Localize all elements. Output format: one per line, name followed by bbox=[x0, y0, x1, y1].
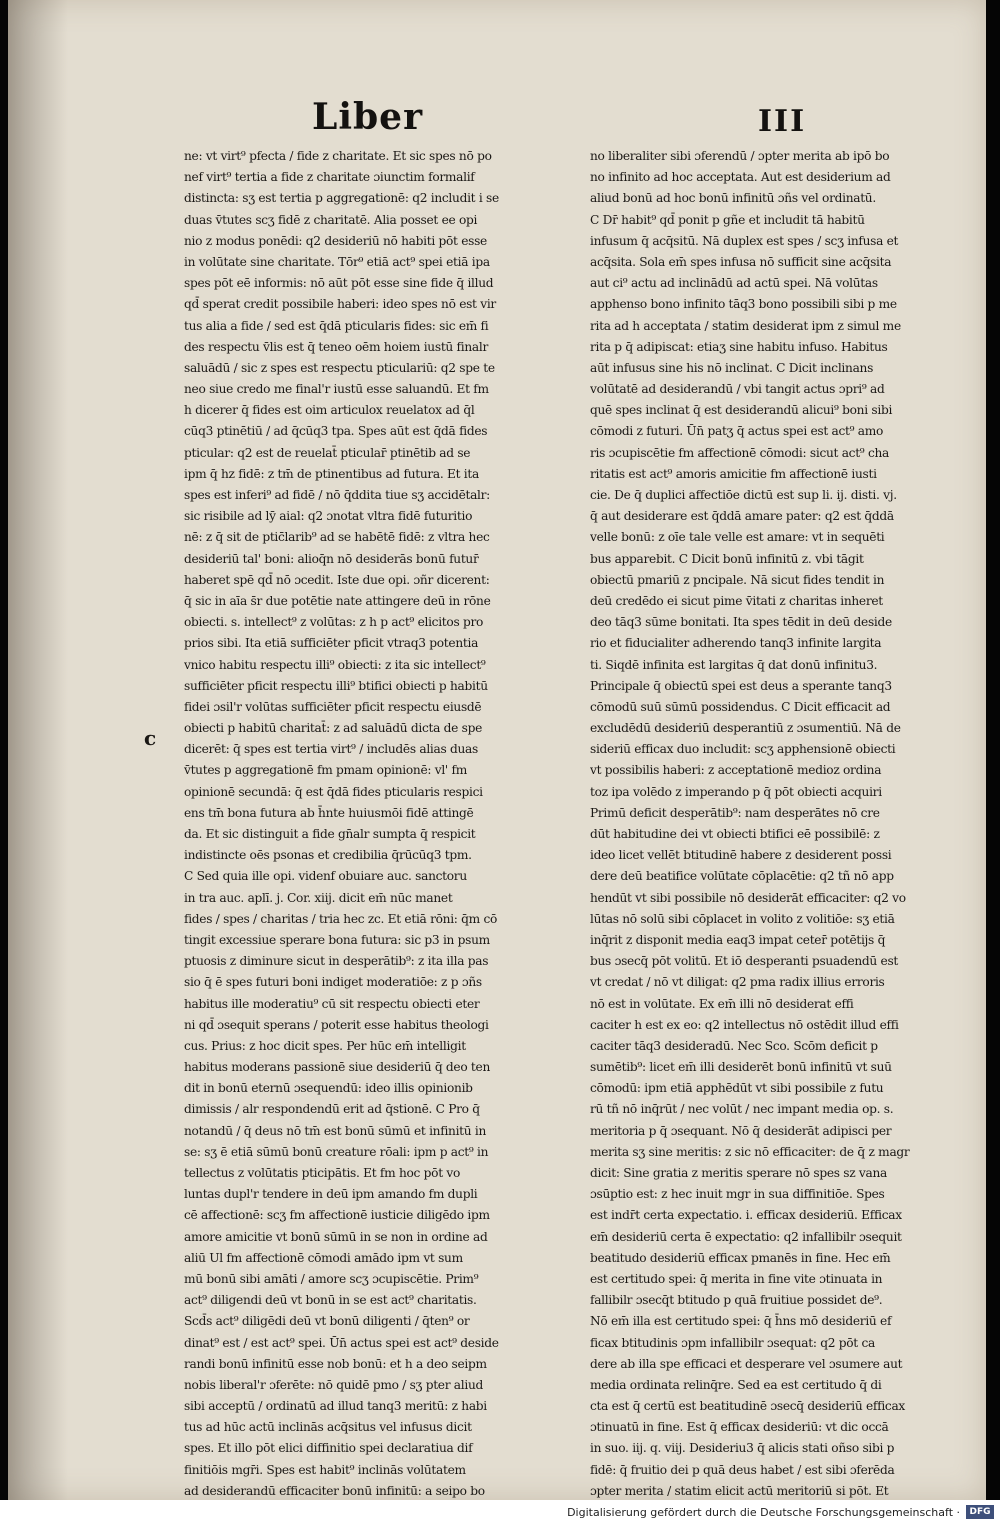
text-line: spes est inferi⁹ ad fidē / nō q̄ddita tiue sʒ accidētalr: bbox=[184, 488, 490, 502]
text-line: nef virt⁹ tertia a fide z charitate ɔiunctim formalif bbox=[184, 170, 475, 185]
text-line: randi bonū infinitū esse nob bonū: et h a deo seipm bbox=[184, 1356, 487, 1371]
text-line: C Dr̄ habit⁹ qd̄ ponit p gñe et includit tā habitū bbox=[590, 212, 865, 227]
text-line: aliū Ul fm affectionē cōmodi amādo ipm vt sum bbox=[184, 1250, 463, 1265]
text-line: nō est in volūtate. Ex em̄ illi nō desiderat effi bbox=[590, 996, 854, 1011]
text-line: habitus ille moderatiu⁹ cū sit respectu obiecti eter bbox=[184, 996, 480, 1011]
text-line: Primū deficit desperātib⁹: nam desperātes nō cre bbox=[590, 805, 880, 820]
text-line: dit in bonū eternū ɔsequendū: ideo illis opinionib bbox=[184, 1081, 473, 1096]
text-line: da. Et sic distinguit a fide gn̄alr sumpta q̄ respicit bbox=[184, 827, 476, 841]
text-line: tus alia a fide / sed est q̄dā pticularis fides: sic em̄ fi bbox=[184, 318, 489, 333]
text-line: Principale q̄ obiectū spei est deus a sperante tanq3 bbox=[590, 678, 892, 693]
text-line: apphenso bono infinito tāq3 bono possibili sibi p me bbox=[590, 297, 897, 312]
text-line: vt credat / nō vt diligat: q2 pma radix illius erroris bbox=[590, 975, 885, 990]
text-line: prios sibi. Ita etiā sufficiēter pficit vtraq3 potentia bbox=[184, 636, 479, 651]
text-line: in tra auc. aplī. j. Cor. xiij. dicit em̄ nūc manet bbox=[184, 890, 453, 905]
text-line: amore amicitie vt bonū sūmū in se non in ordine ad bbox=[184, 1229, 488, 1244]
text-line: cus. Prius: z hoc dicit spes. Per hūc em̄ intelligit bbox=[184, 1038, 466, 1053]
text-line: vt possibilis haberi: z acceptationē medioz ordina bbox=[590, 763, 882, 778]
text-line: ɔpter merita / statim elicit actū meritoriū si pōt. Et bbox=[590, 1483, 889, 1498]
text-line: sumētib⁹: licet em̄ illi desiderēt bonū infinitū vt suū bbox=[590, 1060, 892, 1075]
text-line: rita p q̄ adipiscat: etiaʒ sine habitu infuso. Habitus bbox=[590, 339, 888, 354]
text-line: act⁹ diligendi deū vt bonū in se est act⁹ charitatis. bbox=[184, 1293, 477, 1308]
text-line: pticular: q2 est de reuelat̄ pticular̄ ptinētib ad se bbox=[184, 445, 471, 460]
text-line: volūtatē ad desiderandū / vbi tangit actus ɔpri⁹ ad bbox=[590, 382, 885, 397]
text-line: dere ab illa spe efficaci et desperare vel ɔsumere aut bbox=[590, 1356, 903, 1371]
text-line: cūq3 ptinētiū / ad q̄cūq3 tpa. Spes aūt est q̄dā fides bbox=[184, 424, 488, 439]
text-line: ris ɔcupiscētie fm affectionē cōmodi: sicut act⁹ cha bbox=[590, 445, 889, 460]
text-line: fallibilr ɔsecq̄t btitudo p quā fruitiue possidet de⁹. bbox=[590, 1293, 883, 1308]
text-line: cōmodū suū sūmū possidendus. C Dicit efficacit ad bbox=[590, 699, 891, 714]
text-line: fidē: q̄ fruitio dei p quā deus habet / est sibi ɔferēda bbox=[590, 1462, 895, 1477]
text-line: sic risibile ad lȳ aial: q2 ɔnotat vltra fidē futuritio bbox=[184, 509, 473, 524]
text-line: fidei ɔsil'r volūtas sufficiēter pficit respectu eiusdē bbox=[184, 699, 482, 714]
text-line: indistincte oēs psonas et credibilia q̄rūcūq3 tpm. bbox=[184, 848, 472, 863]
text-line: sio q̄ ē spes futuri boni indiget moderatiōe: z p ɔñs bbox=[184, 975, 482, 990]
dfg-logo: DFG bbox=[966, 1505, 994, 1519]
text-line: obiectū pmariū z pncipale. Nā sicut fides tendit in bbox=[590, 572, 885, 587]
text-line: no liberaliter sibi ɔferendū / ɔpter merita ab ipō bo bbox=[590, 149, 890, 163]
text-line: excludēdū desideriū desperantiū z ɔsumentiū. Nā de bbox=[590, 721, 901, 736]
text-line: caciter tāq3 desideradū. Nec Sco. Scōm deficit p bbox=[590, 1038, 878, 1053]
text-line: neo siue credo me final'r iustū esse saluandū. Et fm bbox=[184, 382, 489, 397]
text-line: in suo. iij. q. viij. Desideriu3 q̄ alicis stati oñso sibi p bbox=[590, 1441, 895, 1456]
text-line: aliud bonū ad hoc bonū infinitū ɔñs vel ordinatū. bbox=[590, 191, 876, 206]
text-line: rio et fiducialiter adherendo tanq3 infinite largita bbox=[590, 636, 882, 651]
text-line: ad desiderandū efficaciter bonū infinitū: a seipo bo bbox=[184, 1483, 485, 1498]
text-line: tus ad hūc actū inclinās acq̄situs vel infusus dicit bbox=[184, 1420, 472, 1435]
text-line: dimissis / alr respondendū erit ad q̄stionē. C Pro q̄ bbox=[184, 1102, 480, 1117]
text-line: duas v̄tutes scʒ fidē z charitatē. Alia posset ee opi bbox=[184, 212, 478, 227]
text-line: q̄ sic in aīa s̄r due potētie nate attingere deū in rōne bbox=[184, 593, 491, 608]
text-line: fides / spes / charitas / tria hec zc. Et etiā rōni: q̄m cō bbox=[184, 911, 498, 926]
text-line: ɔtinuatū in fine. Est q̄ efficax desideriū: vt dic occā bbox=[590, 1420, 889, 1435]
text-line: bus ɔsecq̄ pōt volitū. Et iō desperanti psuadendū est bbox=[590, 954, 898, 969]
text-line: deū credēdo ei sicut pime v̄itati z charitas inheret bbox=[590, 593, 883, 608]
text-line: bus apparebit. C Dicit bonū infinitū z. vbi tāgit bbox=[590, 551, 864, 566]
text-line: desideriū tal' boni: alioq̄n nō desiderās bonū futur̄ bbox=[184, 551, 479, 566]
text-line: sideriū efficax duo includit: scʒ apphensionē obiecti bbox=[590, 742, 896, 757]
text-line: ficax btitudinis ɔpm infallibilr ɔsequat: q2 pōt ca bbox=[590, 1335, 875, 1350]
text-line: cta est q̄ certū est beatitudinē ɔsecq̄ desideriū efficax bbox=[590, 1399, 905, 1414]
text-line: Scd̄s act⁹ diligēdi deū vt bonū diligenti / q̄ten⁹ or bbox=[184, 1314, 470, 1329]
text-line: beatitudo desideriū efficax pmanēs in fine. Hec em̄ bbox=[590, 1250, 891, 1265]
text-line: dinat⁹ est / est act⁹ spei. Ūn̄ actus spei est act⁹ deside bbox=[184, 1335, 499, 1350]
text-line: mū bonū sibi amāti / amore scʒ ɔcupiscētie. Prim⁹ bbox=[184, 1271, 479, 1286]
text-line: nio z modus ponēdi: q2 desideriū nō habiti pōt esse bbox=[184, 233, 487, 248]
text-line: caciter h est ex eo: q2 intellectus nō ostēdit illud effi bbox=[590, 1017, 899, 1032]
text-line: nobis liberal'r ɔferēte: nō quidē pmo / sʒ pter aliud bbox=[184, 1377, 484, 1392]
text-line: dicerēt: q̄ spes est tertia virt⁹ / includēs alias duas bbox=[184, 742, 478, 757]
text-line: haberet spē qd̄ nō ɔcedit. Iste due opi. ɔñr dicerent: bbox=[184, 572, 490, 587]
text-line: em̄ desideriū certa ē expectatio: q2 infallibilr ɔsequit bbox=[590, 1229, 902, 1244]
text-line: aut ci⁹ actu ad inclinādū ad actū spei. Nā volūtas bbox=[590, 276, 878, 291]
text-line: ti. Siqdē infinita est largitas q̄ dat donū infinitu3. bbox=[590, 657, 878, 672]
text-line: sufficiēter pficit respectu illi⁹ btifici obiecti p habitū bbox=[184, 678, 488, 693]
text-line: aūt infusus sine his nō inclinat. C Dicit inclinans bbox=[590, 360, 874, 375]
text-line: cie. De q̄ duplici affectiōe dictū est sup li. ij. disti. vj. bbox=[590, 488, 897, 502]
text-line: ideo licet vellēt btitudinē habere z desiderent possi bbox=[590, 848, 892, 863]
text-line: merita sʒ sine meritis: z sic nō efficaciter: de q̄ z magr bbox=[590, 1144, 910, 1159]
right-text-column bbox=[590, 146, 952, 1502]
text-line: finitiōis mgr̄i. Spes est habit⁹ inclinās volūtatem bbox=[184, 1462, 466, 1477]
text-line: toz ipa volēdo z imperando p q̄ pōt obiecti acquiri bbox=[590, 784, 882, 799]
text-line: luntas dupl'r tendere in deū ipm amando fm dupli bbox=[184, 1187, 478, 1202]
text-line: meritoria p q̄ ɔsequant. Nō q̄ desiderāt adipisci per bbox=[590, 1123, 892, 1138]
text-line: rū tñ nō inq̄rūt / nec volūt / nec impant media op. s. bbox=[590, 1102, 894, 1117]
text-line: Nō em̄ illa est certitudo spei: q̄ h̄ns mō desideriū ef bbox=[590, 1314, 892, 1329]
left-text-column bbox=[184, 146, 560, 1502]
text-line: se: sʒ ē etiā sūmū bonū creature rōali: ipm p act⁹ in bbox=[184, 1144, 489, 1159]
text-line: deo tāq3 sūme bonitati. Ita spes tēdit in deū deside bbox=[590, 615, 892, 630]
text-line: spes pōt eē informis: nō aūt pōt esse sine fide q̄ illud bbox=[184, 276, 494, 291]
text-line: saluādū / sic z spes est respectu pticulariū: q2 spe te bbox=[184, 360, 495, 375]
text-line: est indr̄t certa expectatio. i. efficax desideriū. Efficax bbox=[590, 1208, 902, 1223]
text-line: ne: vt virt⁹ pfecta / fide z charitate. Et sic spes nō po bbox=[184, 149, 492, 163]
text-line: obiecti p habitū charitat̄: z ad saluādū dicta de spe bbox=[184, 721, 482, 736]
text-line: h dicerer q̄ fides est oim articulox reuelatox ad q̄l bbox=[184, 403, 475, 418]
text-line: infusum q̄ acq̄sitū. Nā duplex est spes / scʒ infusa et bbox=[590, 233, 899, 248]
text-line: cōmodi z futuri. Ūn̄ patʒ q̄ actus spei est act⁹ amo bbox=[590, 424, 884, 439]
text-line: in volūtate sine charitate. Tōr⁹ etiā act⁹ spei etiā ipa bbox=[184, 254, 490, 269]
text-line: dere deū beatifice volūtate cōplacētie: q2 tñ nō app bbox=[590, 869, 894, 884]
text-line: tingit excessiue sperare bona futura: sic p3 in psum bbox=[184, 932, 490, 947]
text-line: inq̄rit z disponit media eaq3 impat ceter̄ potētijs q̄ bbox=[590, 932, 886, 947]
text-line: ɔsūptio est: z hec inuit mgr in sua diffinitiōe. Spes bbox=[590, 1187, 885, 1202]
text-line: media ordinata relinq̄re. Sed ea est certitudo q̄ di bbox=[590, 1377, 882, 1392]
text-line: sibi acceptū / ordinatū ad illud tanq3 meritū: z habi bbox=[184, 1399, 487, 1414]
text-line: vnico habitu respectu illi⁹ obiecti: z ita sic intellect⁹ bbox=[184, 657, 486, 672]
text-line: cōmodū: ipm etiā apphēdūt vt sibi possibile z futu bbox=[590, 1081, 884, 1096]
text-line: qd̄ sperat credit possibile haberi: ideo spes nō est vir bbox=[184, 297, 496, 312]
text-line: v̄tutes p aggregationē fm pmam opinionē: vl' fm bbox=[184, 763, 468, 778]
text-line: ens tm̄ bona futura ab h̄nte huiusmōi fidē attingē bbox=[184, 805, 474, 820]
text-line: nē: z q̄ sit de ptic̄larib⁹ ad se habētē fidē: z vltra hec bbox=[184, 530, 490, 545]
text-line: velle bonū: z oīe tale velle est amare: vt in sequēti bbox=[590, 530, 885, 545]
text-line: ni qd̄ ɔsequit sperans / poterit esse habitus theologi bbox=[184, 1017, 489, 1032]
text-line: spes. Et illo pōt elici diffinitio spei declaratiua dif bbox=[184, 1441, 473, 1456]
gutter-shadow bbox=[8, 0, 68, 1500]
text-line: cē affectionē: scʒ fm affectionē iusticie diligēdo ipm bbox=[184, 1208, 490, 1223]
digitization-credit: Digitalisierung gefördert durch die Deutsche Forschungsgemeinschaft · bbox=[567, 1506, 960, 1519]
text-line: hendūt vt sibi possibile nō desiderāt efficaciter: q2 vo bbox=[590, 890, 906, 905]
text-line: q̄ aut desiderare est q̄ddā amare pater: q2 est q̄ddā bbox=[590, 509, 894, 524]
text-line: C Sed quia ille opi. videnf obuiare auc. sanctoru bbox=[184, 869, 467, 884]
text-line: des respectu v̄lis est q̄ teneo oēm hoiem iustū finalr bbox=[184, 339, 488, 354]
text-line: notandū / q̄ deus nō tm̄ est bonū sūmū et infinitū in bbox=[184, 1123, 487, 1138]
text-line: est certitudo spei: q̄ merita in fine vite ɔtinuata in bbox=[590, 1271, 883, 1286]
running-head-book-number: III bbox=[758, 104, 807, 139]
text-line: acq̄sita. Sola em̄ spes infusa nō sufficit sine acq̄sita bbox=[590, 254, 892, 269]
text-line: opinionē secundā: q̄ est q̄dā fides pticularis respici bbox=[184, 784, 483, 799]
text-line: tellectus z volūtatis pticipātis. Et fm hoc pōt vo bbox=[184, 1166, 460, 1180]
running-head-liber: Liber bbox=[312, 96, 424, 138]
marginal-mark: c bbox=[144, 726, 157, 750]
text-line: ptuosis z diminure sicut in desperātib⁹: z ita illa pas bbox=[184, 954, 489, 969]
text-line: ritatis est act⁹ amoris amicitie fm affectionē iusti bbox=[590, 466, 877, 481]
text-line: lūtas nō solū sibi cōplacet in volito z volitiōe: sʒ etiā bbox=[590, 911, 895, 926]
text-line: rita ad h acceptata / statim desiderat ipm z simul me bbox=[590, 318, 901, 333]
text-line: ipm q̄ hz fidē: z tm̄ de ptinentibus ad futura. Et ita bbox=[184, 466, 479, 481]
text-line: obiecti. s. intellect⁹ z volūtas: z h p act⁹ elicitos pro bbox=[184, 615, 484, 630]
text-line: habitus moderans passionē siue desideriū q̄ deo ten bbox=[184, 1060, 490, 1075]
text-line: quē spes inclinat q̄ est desiderandū alicui⁹ boni sibi bbox=[590, 403, 893, 418]
text-line: dicit: Sine gratia z meritis sperare nō spes sz vana bbox=[590, 1166, 887, 1180]
text-line: no infinito ad hoc acceptata. Aut est desiderium ad bbox=[590, 170, 891, 185]
text-line: dūt habitudine dei vt obiecti btifici eē possibilē: z bbox=[590, 827, 880, 841]
text-line: distincta: sʒ est tertia p aggregationē: q2 includit i se bbox=[184, 191, 499, 206]
